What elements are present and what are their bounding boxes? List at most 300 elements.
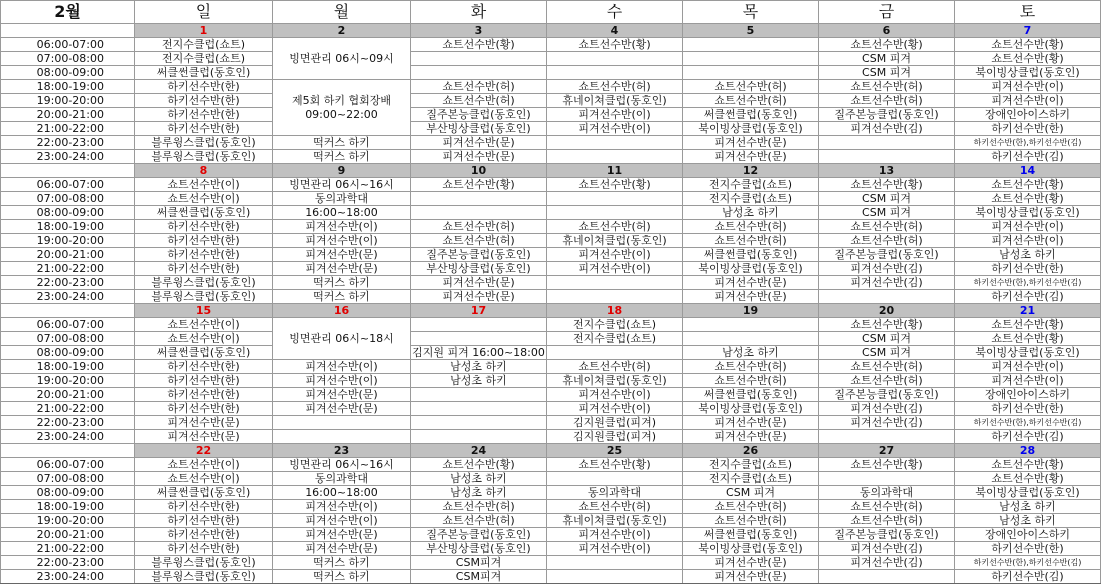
schedule-row <box>1 290 1101 304</box>
schedule-cell: 쇼트선수반(황) <box>411 178 547 192</box>
date-cell: 4 <box>547 24 683 38</box>
schedule-cell: CSM피겨 <box>411 570 547 584</box>
schedule-cell: 부산빙상클럽(동호인) <box>411 262 547 276</box>
schedule-row <box>1 80 1101 94</box>
time-slot-label: 21:00-22:00 <box>1 262 135 276</box>
schedule-cell: 써클썬클럽(동호인) <box>683 108 819 122</box>
schedule-cell: 쇼트선수반(황) <box>955 192 1101 206</box>
schedule-cell <box>547 472 683 486</box>
schedule-cell: 하키선수반(김) <box>955 430 1101 444</box>
schedule-cell: 쇼트선수반(황) <box>819 38 955 52</box>
schedule-cell: 북이빙상클럽(동호인) <box>683 542 819 556</box>
schedule-cell: 동의과학대 <box>547 486 683 500</box>
time-slot-label: 23:00-24:00 <box>1 570 135 584</box>
schedule-cell: 하키선수반(한) <box>955 122 1101 136</box>
schedule-row <box>1 150 1101 164</box>
schedule-cell <box>683 38 819 52</box>
schedule-cell: 피겨선수반(이) <box>273 500 411 514</box>
schedule-cell: 질주본능클럽(동호인) <box>411 108 547 122</box>
schedule-row <box>1 248 1101 262</box>
schedule-cell: 피겨선수반(문) <box>135 416 273 430</box>
schedule-cell <box>411 318 547 332</box>
date-cell: 14 <box>955 164 1101 178</box>
schedule-cell: 떡커스 하키 <box>273 556 411 570</box>
schedule-cell: 북이빙상클럽(동호인) <box>955 66 1101 80</box>
day-header-thu: 목 <box>683 1 819 24</box>
time-slot-label: 18:00-19:00 <box>1 500 135 514</box>
date-row <box>1 24 1101 38</box>
schedule-cell: 피겨선수반(이) <box>547 542 683 556</box>
date-row <box>1 164 1101 178</box>
time-slot-label: 06:00-07:00 <box>1 458 135 472</box>
schedule-cell: 하키선수반(한) <box>135 528 273 542</box>
schedule-cell: 북이빙상클럽(동호인) <box>683 262 819 276</box>
schedule-cell: 피겨선수반(이) <box>273 514 411 528</box>
schedule-cell: 김지원클럽(피겨) <box>547 430 683 444</box>
schedule-cell: 질주본능클럽(동호인) <box>819 108 955 122</box>
schedule-cell: 하키선수반(한) <box>955 402 1101 416</box>
schedule-cell: 빙면관리 06시~16시 <box>273 178 411 192</box>
schedule-cell: 쇼트선수반(허) <box>411 234 547 248</box>
schedule-cell: 장애인아이스하키 <box>955 528 1101 542</box>
date-cell: 24 <box>411 444 547 458</box>
schedule-cell: 피겨선수반(문) <box>273 248 411 262</box>
schedule-cell <box>547 556 683 570</box>
schedule-cell: 남성초 하키 <box>411 486 547 500</box>
schedule-row <box>1 458 1101 472</box>
schedule-row <box>1 374 1101 388</box>
schedule-cell: 쇼트선수반(허) <box>819 514 955 528</box>
schedule-cell: 피겨선수반(이) <box>547 388 683 402</box>
schedule-cell <box>683 332 819 346</box>
schedule-cell: 질주본능클럽(동호인) <box>819 528 955 542</box>
schedule-cell: 쇼트선수반(허) <box>683 220 819 234</box>
date-row-blank <box>1 24 135 38</box>
schedule-cell: 동의과학대 <box>273 192 411 206</box>
schedule-cell: 쇼트선수반(허) <box>819 360 955 374</box>
schedule-cell <box>547 136 683 150</box>
schedule-cell: 피겨선수반(문) <box>683 556 819 570</box>
schedule-cell: 쇼트선수반(허) <box>411 94 547 108</box>
schedule-cell: 피겨선수반(문) <box>411 136 547 150</box>
schedule-cell: 피겨선수반(이) <box>547 122 683 136</box>
schedule-cell: 피겨선수반(문) <box>273 542 411 556</box>
schedule-row <box>1 234 1101 248</box>
date-cell: 2 <box>273 24 411 38</box>
schedule-cell: 피겨선수반(이) <box>955 220 1101 234</box>
schedule-cell: 쇼트선수반(이) <box>135 318 273 332</box>
schedule-row <box>1 52 1101 66</box>
time-slot-label: 19:00-20:00 <box>1 94 135 108</box>
schedule-cell: 쇼트선수반(허) <box>819 374 955 388</box>
day-header-mon: 월 <box>273 1 411 24</box>
schedule-cell: 쇼트선수반(허) <box>683 360 819 374</box>
schedule-row <box>1 262 1101 276</box>
schedule-cell: 질주본능클럽(동호인) <box>819 248 955 262</box>
date-cell: 15 <box>135 304 273 318</box>
date-cell: 6 <box>819 24 955 38</box>
schedule-cell: 전지수클럽(쇼트) <box>547 318 683 332</box>
time-slot-label: 21:00-22:00 <box>1 402 135 416</box>
schedule-cell: 하키선수반(한) <box>135 542 273 556</box>
schedule-row <box>1 514 1101 528</box>
date-cell: 5 <box>683 24 819 38</box>
schedule-cell: 피겨선수반(이) <box>955 80 1101 94</box>
schedule-cell: 피겨선수반(김) <box>819 416 955 430</box>
schedule-cell: 휴네이쳐클럽(동호인) <box>547 374 683 388</box>
schedule-cell: 써클썬클럽(동호인) <box>135 66 273 80</box>
schedule-row <box>1 332 1101 346</box>
date-cell: 9 <box>273 164 411 178</box>
schedule-cell: 전지수클럽(쇼트) <box>683 192 819 206</box>
schedule-cell: 블루윙스클럽(동호인) <box>135 150 273 164</box>
time-slot-label: 07:00-08:00 <box>1 192 135 206</box>
schedule-cell: 쇼트선수반(허) <box>819 80 955 94</box>
date-cell: 3 <box>411 24 547 38</box>
schedule-cell: 김지원클럽(피겨) <box>547 416 683 430</box>
schedule-cell <box>547 150 683 164</box>
day-header-sun: 일 <box>135 1 273 24</box>
schedule-cell: 피겨선수반(이) <box>955 94 1101 108</box>
schedule-cell: 블루윙스클럽(동호인) <box>135 136 273 150</box>
time-slot-label: 06:00-07:00 <box>1 178 135 192</box>
schedule-cell <box>819 290 955 304</box>
schedule-cell: 하키선수반(한) <box>135 248 273 262</box>
time-slot-label: 18:00-19:00 <box>1 220 135 234</box>
schedule-row <box>1 122 1101 136</box>
schedule-cell: CSM 피겨 <box>819 52 955 66</box>
schedule-cell: 하키선수반(한) <box>135 108 273 122</box>
date-row <box>1 304 1101 318</box>
schedule-cell: 북이빙상클럽(동호인) <box>955 206 1101 220</box>
schedule-cell: 장애인아이스하키 <box>955 108 1101 122</box>
schedule-cell: 떡커스 하키 <box>273 276 411 290</box>
schedule-cell: 피겨선수반(문) <box>683 570 819 584</box>
schedule-cell <box>547 66 683 80</box>
schedule-cell: 쇼트선수반(이) <box>135 192 273 206</box>
schedule-cell: 쇼트선수반(황) <box>955 318 1101 332</box>
schedule-cell: 쇼트선수반(황) <box>955 38 1101 52</box>
schedule-cell: 피겨선수반(이) <box>547 108 683 122</box>
schedule-cell: 쇼트선수반(허) <box>411 500 547 514</box>
schedule-cell: 피겨선수반(이) <box>547 528 683 542</box>
schedule-cell: 전지수클럽(쇼트) <box>683 472 819 486</box>
schedule-cell: 질주본능클럽(동호인) <box>411 528 547 542</box>
schedule-cell: 쇼트선수반(허) <box>411 220 547 234</box>
date-cell: 21 <box>955 304 1101 318</box>
schedule-cell: 쇼트선수반(황) <box>547 178 683 192</box>
schedule-row <box>1 486 1101 500</box>
schedule-cell: 빙면관리 06시~16시 <box>273 458 411 472</box>
schedule-cell: 전지수클럽(쇼트) <box>135 38 273 52</box>
schedule-cell: 떡커스 하키 <box>273 570 411 584</box>
day-header-tue: 화 <box>411 1 547 24</box>
date-cell: 27 <box>819 444 955 458</box>
schedule-cell: CSM 피겨 <box>683 486 819 500</box>
time-slot-label: 08:00-09:00 <box>1 206 135 220</box>
schedule-cell <box>547 290 683 304</box>
schedule-cell: 하키선수반(한) <box>135 360 273 374</box>
schedule-row <box>1 136 1101 150</box>
schedule-cell <box>547 276 683 290</box>
schedule-cell: 장애인아이스하키 <box>955 388 1101 402</box>
schedule-cell: 하키선수반(한),하키선수반(김) <box>955 136 1101 150</box>
schedule-cell: 부산빙상클럽(동호인) <box>411 122 547 136</box>
date-cell: 11 <box>547 164 683 178</box>
schedule-row <box>1 206 1101 220</box>
schedule-cell: 하키선수반(한) <box>955 542 1101 556</box>
date-cell: 26 <box>683 444 819 458</box>
date-cell: 22 <box>135 444 273 458</box>
time-slot-label: 22:00-23:00 <box>1 416 135 430</box>
schedule-cell <box>819 150 955 164</box>
time-slot-label: 08:00-09:00 <box>1 346 135 360</box>
schedule-cell: 쇼트선수반(황) <box>819 178 955 192</box>
day-header-wed: 수 <box>547 1 683 24</box>
schedule-cell: 피겨선수반(이) <box>547 248 683 262</box>
schedule-cell <box>411 66 547 80</box>
schedule-cell: 피겨선수반(김) <box>819 262 955 276</box>
schedule-cell: 질주본능클럽(동호인) <box>411 248 547 262</box>
schedule-cell: 빙면관리 06시~09시 <box>273 38 411 80</box>
date-cell: 12 <box>683 164 819 178</box>
schedule-cell: 써클썬클럽(동호인) <box>683 388 819 402</box>
date-cell: 20 <box>819 304 955 318</box>
schedule-row <box>1 472 1101 486</box>
schedule-cell: 하키선수반(한) <box>135 500 273 514</box>
schedule-cell: 전지수클럽(쇼트) <box>135 52 273 66</box>
schedule-row <box>1 542 1101 556</box>
schedule-cell: 쇼트선수반(허) <box>411 514 547 528</box>
schedule-cell <box>819 136 955 150</box>
schedule-cell: 북이빙상클럽(동호인) <box>683 122 819 136</box>
schedule-cell: CSM 피겨 <box>819 332 955 346</box>
schedule-cell: 피겨선수반(이) <box>273 234 411 248</box>
schedule-cell <box>411 332 547 346</box>
schedule-cell: 16:00~18:00 <box>273 206 411 220</box>
schedule-cell <box>819 430 955 444</box>
time-slot-label: 22:00-23:00 <box>1 136 135 150</box>
schedule-cell: 써클썬클럽(동호인) <box>135 486 273 500</box>
date-row <box>1 444 1101 458</box>
schedule-cell: 쇼트선수반(황) <box>955 178 1101 192</box>
schedule-cell: 하키선수반(한) <box>135 388 273 402</box>
schedule-cell: 피겨선수반(문) <box>273 528 411 542</box>
schedule-cell: 피겨선수반(이) <box>547 402 683 416</box>
schedule-cell: 떡커스 하키 <box>273 290 411 304</box>
time-slot-label: 07:00-08:00 <box>1 52 135 66</box>
time-slot-label: 23:00-24:00 <box>1 290 135 304</box>
date-cell: 25 <box>547 444 683 458</box>
schedule-row <box>1 346 1101 360</box>
schedule-cell: 동의과학대 <box>819 486 955 500</box>
schedule-cell: 김지원 피겨 16:00~18:00 <box>412 346 545 359</box>
schedule-cell: 피겨선수반(이) <box>955 360 1101 374</box>
schedule-cell: 남성초 하키 <box>411 472 547 486</box>
schedule-row <box>1 108 1101 122</box>
schedule-cell: 쇼트선수반(허) <box>819 234 955 248</box>
schedule-row <box>1 318 1101 332</box>
schedule-cell: 피겨선수반(문) <box>683 150 819 164</box>
time-slot-label: 07:00-08:00 <box>1 332 135 346</box>
date-cell: 7 <box>955 24 1101 38</box>
schedule-cell: 쇼트선수반(황) <box>819 318 955 332</box>
schedule-cell: 피겨선수반(문) <box>683 276 819 290</box>
schedule-cell <box>273 430 411 444</box>
schedule-cell: 휴네이쳐클럽(동호인) <box>547 94 683 108</box>
time-slot-label: 06:00-07:00 <box>1 38 135 52</box>
time-slot-label: 19:00-20:00 <box>1 514 135 528</box>
schedule-cell <box>411 402 547 416</box>
schedule-cell: 피겨선수반(문) <box>411 290 547 304</box>
schedule-cell: 남성초 하키 <box>955 248 1101 262</box>
schedule-cell: 쇼트선수반(황) <box>955 52 1101 66</box>
schedule-cell: 피겨선수반(김) <box>819 402 955 416</box>
schedule-cell: 쇼트선수반(허) <box>547 80 683 94</box>
schedule-cell: 하키선수반(한) <box>135 80 273 94</box>
schedule-cell <box>819 472 955 486</box>
schedule-cell <box>273 416 411 430</box>
time-slot-label: 18:00-19:00 <box>1 360 135 374</box>
schedule-cell: 피겨선수반(문) <box>411 276 547 290</box>
schedule-cell: 하키선수반(한) <box>135 374 273 388</box>
schedule-cell: 하키선수반(한) <box>135 122 273 136</box>
schedule-cell: 쇼트선수반(이) <box>135 178 273 192</box>
schedule-cell: 피겨선수반(김) <box>819 556 955 570</box>
schedule-cell: 피겨선수반(문) <box>411 150 547 164</box>
time-slot-label: 22:00-23:00 <box>1 556 135 570</box>
schedule-cell: 남성초 하키 <box>411 360 547 374</box>
schedule-row <box>1 220 1101 234</box>
schedule-cell: 전지수클럽(쇼트) <box>683 458 819 472</box>
schedule-cell: 쇼트선수반(허) <box>411 80 547 94</box>
schedule-cell: 쇼트선수반(황) <box>955 458 1101 472</box>
time-slot-label: 19:00-20:00 <box>1 374 135 388</box>
schedule-cell: 피겨선수반(이) <box>547 262 683 276</box>
schedule-row <box>1 66 1101 80</box>
schedule-cell: 하키선수반(한) <box>135 234 273 248</box>
schedule-cell <box>411 430 547 444</box>
schedule-cell: 써클썬클럽(동호인) <box>135 346 273 360</box>
date-cell: 28 <box>955 444 1101 458</box>
header-row <box>1 1 1101 24</box>
schedule-cell: 피겨선수반(김) <box>819 542 955 556</box>
schedule-row <box>1 178 1101 192</box>
schedule-cell <box>547 346 683 360</box>
schedule-row <box>1 570 1101 584</box>
date-cell: 17 <box>411 304 547 318</box>
schedule-cell: CSM 피겨 <box>819 66 955 80</box>
schedule-cell: 쇼트선수반(허) <box>683 500 819 514</box>
schedule-cell: 하키선수반(한) <box>955 262 1101 276</box>
schedule-cell: 피겨선수반(문) <box>273 262 411 276</box>
date-row-blank <box>1 444 135 458</box>
schedule-cell: 쇼트선수반(허) <box>683 374 819 388</box>
date-cell: 23 <box>273 444 411 458</box>
time-slot-label: 20:00-21:00 <box>1 248 135 262</box>
schedule-cell: 떡커스 하키 <box>273 150 411 164</box>
time-slot-label: 21:00-22:00 <box>1 122 135 136</box>
schedule-cell: 피겨선수반(이) <box>955 374 1101 388</box>
schedule-cell: 남성초 하키 <box>411 374 547 388</box>
schedule-row <box>1 528 1101 542</box>
schedule-cell: 쇼트선수반(황) <box>547 38 683 52</box>
date-row-blank <box>1 164 135 178</box>
schedule-cell: 하키선수반(한) <box>135 220 273 234</box>
schedule-cell: 제5회 하키 협회장배 09:00~22:00 <box>273 80 411 136</box>
date-cell: 13 <box>819 164 955 178</box>
schedule-cell: 남성초 하키 <box>683 346 819 360</box>
schedule-row <box>1 94 1101 108</box>
schedule-cell: 하키선수반(김) <box>955 290 1101 304</box>
schedule-cell: 전지수클럽(쇼트) <box>547 332 683 346</box>
schedule-cell: CSM 피겨 <box>819 206 955 220</box>
schedule-cell: 쇼트선수반(이) <box>135 458 273 472</box>
schedule-cell: 전지수클럽(쇼트) <box>683 178 819 192</box>
schedule-cell: 하키선수반(한),하키선수반(김) <box>955 416 1101 430</box>
schedule-cell <box>547 52 683 66</box>
schedule-cell: 피겨선수반(문) <box>683 430 819 444</box>
time-slot-label: 23:00-24:00 <box>1 430 135 444</box>
schedule-cell: 쇼트선수반(허) <box>547 500 683 514</box>
schedule-cell: 피겨선수반(문) <box>683 416 819 430</box>
schedule-row <box>1 388 1101 402</box>
schedule-cell: 하키선수반(한),하키선수반(김) <box>955 556 1101 570</box>
schedule-cell: 블루윙스클럽(동호인) <box>135 276 273 290</box>
schedule-cell: 쇼트선수반(허) <box>819 500 955 514</box>
schedule-row <box>1 360 1101 374</box>
schedule-cell <box>683 52 819 66</box>
schedule-cell: 16:00~18:00 <box>273 486 411 500</box>
schedule-cell <box>547 192 683 206</box>
schedule-row <box>1 556 1101 570</box>
time-slot-label: 07:00-08:00 <box>1 472 135 486</box>
schedule-row <box>1 38 1101 52</box>
schedule-cell: 질주본능클럽(동호인) <box>819 388 955 402</box>
schedule-cell <box>547 570 683 584</box>
day-header-sat: 토 <box>955 1 1101 24</box>
schedule-cell: 하키선수반(한) <box>135 94 273 108</box>
schedule-cell: 쇼트선수반(황) <box>819 458 955 472</box>
schedule-cell: 휴네이쳐클럽(동호인) <box>547 234 683 248</box>
schedule-cell: 남성초 하키 <box>955 514 1101 528</box>
schedule-cell: 써클썬클럽(동호인) <box>135 206 273 220</box>
schedule-cell: 쇼트선수반(황) <box>547 458 683 472</box>
schedule-cell: CSM 피겨 <box>819 346 955 360</box>
schedule-cell: 남성초 하키 <box>683 206 819 220</box>
schedule-cell: 써클썬클럽(동호인) <box>683 248 819 262</box>
schedule-cell: 동의과학대 <box>273 472 411 486</box>
schedule-row <box>1 500 1101 514</box>
schedule-cell <box>547 206 683 220</box>
schedule-cell: 써클썬클럽(동호인) <box>683 528 819 542</box>
schedule-cell: CSM피겨 <box>411 556 547 570</box>
schedule-cell: 피겨선수반(문) <box>683 290 819 304</box>
schedule-cell: 쇼트선수반(허) <box>819 220 955 234</box>
schedule-cell: 쇼트선수반(이) <box>135 332 273 346</box>
time-slot-label: 18:00-19:00 <box>1 80 135 94</box>
schedule-cell: 하키선수반(한) <box>135 262 273 276</box>
schedule-cell: 하키선수반(김) <box>955 570 1101 584</box>
time-slot-label: 20:00-21:00 <box>1 108 135 122</box>
time-slot-label: 22:00-23:00 <box>1 276 135 290</box>
schedule-row <box>1 430 1101 444</box>
date-cell: 16 <box>273 304 411 318</box>
month-label: 2월 <box>1 1 135 24</box>
schedule-cell: 피겨선수반(문) <box>273 402 411 416</box>
time-slot-label: 08:00-09:00 <box>1 486 135 500</box>
schedule-cell: 부산빙상클럽(동호인) <box>411 542 547 556</box>
